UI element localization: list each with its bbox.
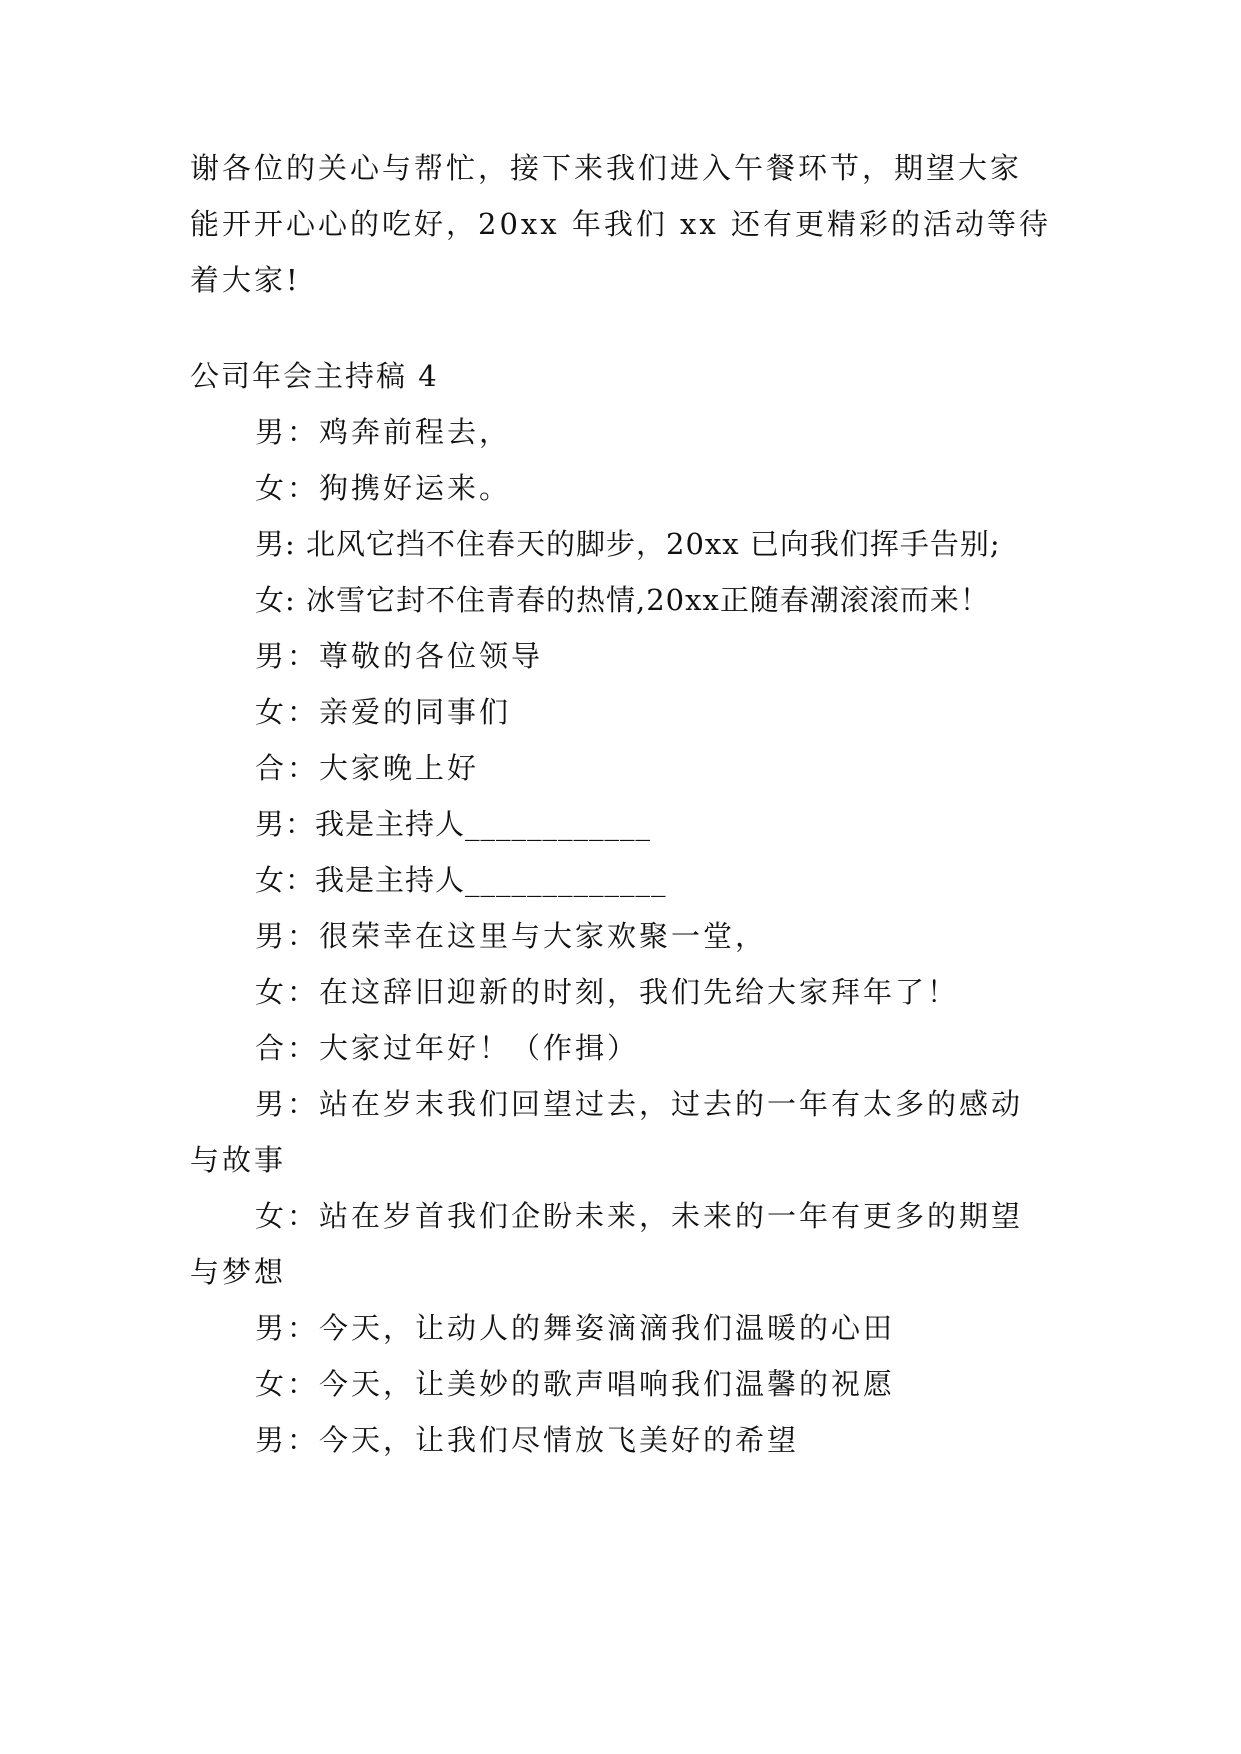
- script-line: 女: 冰雪它封不住青春的热情,20xx正随春潮滚滚而来！: [255, 583, 990, 617]
- script-line: 合：大家晚上好: [255, 751, 480, 785]
- script-line: 与故事: [190, 1143, 287, 1177]
- script-line: 合：大家过年好！（作揖）: [255, 1031, 640, 1065]
- intro-line-1: 谢各位的关心与帮忙，接下来我们进入午餐环节，期望大家: [190, 151, 1023, 185]
- intro-line-3: 着大家!: [190, 263, 301, 297]
- script-line: 女：在这辞旧迎新的时刻，我们先给大家拜年了！: [255, 975, 960, 1009]
- intro-line-2: 能开开心心的吃好，20xx 年我们 xx 还有更精彩的活动等待: [190, 207, 1051, 241]
- script-line: 男: 北风它挡不住春天的脚步，20xx 已向我们挥手告别;: [255, 527, 1001, 561]
- script-line: 女：亲爱的同事们: [255, 695, 512, 729]
- script-line: 男：站在岁末我们回望过去，过去的一年有太多的感动: [255, 1087, 1024, 1121]
- script-line: 男：鸡奔前程去，: [255, 415, 512, 449]
- script-line: 与梦想: [190, 1255, 287, 1289]
- script-line: 女：今天，让美妙的歌声唱响我们温馨的祝愿: [255, 1367, 896, 1401]
- section-title: 公司年会主持稿 4: [190, 359, 439, 393]
- script-line: 男：今天，让动人的舞姿滴滴我们温暖的心田: [255, 1311, 896, 1345]
- script-line: 男：尊敬的各位领导: [255, 639, 544, 673]
- script-line: 男：我是主持人____________: [255, 807, 652, 841]
- script-line: 男：很荣幸在这里与大家欢聚一堂，: [255, 919, 768, 953]
- script-line: 女：狗携好运来。: [255, 471, 512, 505]
- script-line: 男：今天，让我们尽情放飞美好的希望: [255, 1423, 800, 1457]
- script-line: 女：站在岁首我们企盼未来，未来的一年有更多的期望: [255, 1199, 1024, 1233]
- script-line: 女：我是主持人_____________: [255, 863, 667, 897]
